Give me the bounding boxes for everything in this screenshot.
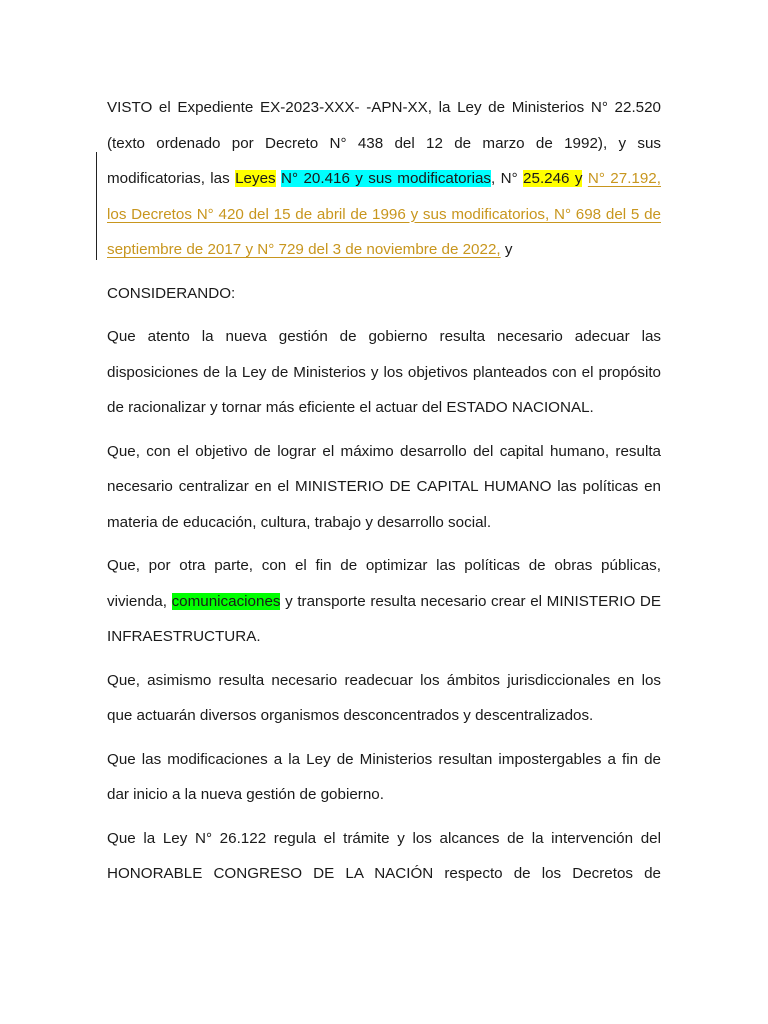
- paragraph-3: [107, 548, 661, 655]
- visto-text-end: y: [500, 241, 513, 258]
- paragraph-4: Que, asimismo resulta necesario readecuar los ámbitos jurisdiccionales en los que actuarán diversos organismos desconcentrados y descentralizados.: [107, 671, 661, 724]
- p3-text-2: y transporte resulta necesario crear el MINISTERIO DE INFRAESTRUCTURA.: [107, 592, 661, 645]
- change-bar: [96, 152, 97, 260]
- paragraph-6: Que la Ley N° 26.122 regula el trámite y los alcances de la intervención del HONORABLE CONGRESO DE LA NACIÓN respecto de los Decretos de: [107, 829, 661, 882]
- paragraph-1: Que atento la nueva gestión de gobierno resulta necesario adecuar las disposiciones de la Ley de Ministerios y los objetivos planteados con el propósito de racionalizar y tornar más eficiente el actuar del ESTADO NACIONAL.: [107, 328, 661, 416]
- considerando-heading: CONSIDERANDO:: [107, 284, 236, 302]
- paragraph-5: Que las modificaciones a la Ley de Ministerios resultan impostergables a fin de dar inicio a la nueva gestión de gobierno.: [107, 750, 661, 803]
- ley-25246-highlight: 25.246 y: [523, 170, 583, 187]
- visto-text-2: , N°: [491, 170, 524, 187]
- tracked-insertion: N° 27.192, los Decretos N° 420 del 15 de abril de 1996 y sus modificatorios, N° 698 del 5 de septiembre de 2017 y N° 729 del 3 de noviembre de 2022,: [107, 170, 661, 258]
- ley-20416-highlight: N° 20.416 y sus modificatorias: [281, 170, 491, 187]
- comunicaciones-highlight: comunicaciones: [171, 592, 281, 610]
- leyes-highlight: Leyes: [235, 170, 276, 187]
- visto-text: VISTO el Expediente EX-2023-XXX- -APN-XX, la Ley de Ministerios N° 22.520 (texto ordenado por Decreto N° 438 del 12 de marzo de 1992), y sus modificatorias, las: [107, 99, 661, 187]
- document-page: [107, 90, 661, 900]
- visto-paragraph: [107, 90, 661, 268]
- paragraph-2: Que, con el objetivo de lograr el máximo desarrollo del capital humano, resulta necesario centralizar en el MINISTERIO DE CAPITAL HUMANO las políticas en materia de educación, cultura, trabajo y desarrollo social.: [107, 442, 661, 531]
- p3-text: Que, por otra parte, con el fin de optimizar las políticas de obras públicas, vivienda,: [107, 557, 661, 610]
